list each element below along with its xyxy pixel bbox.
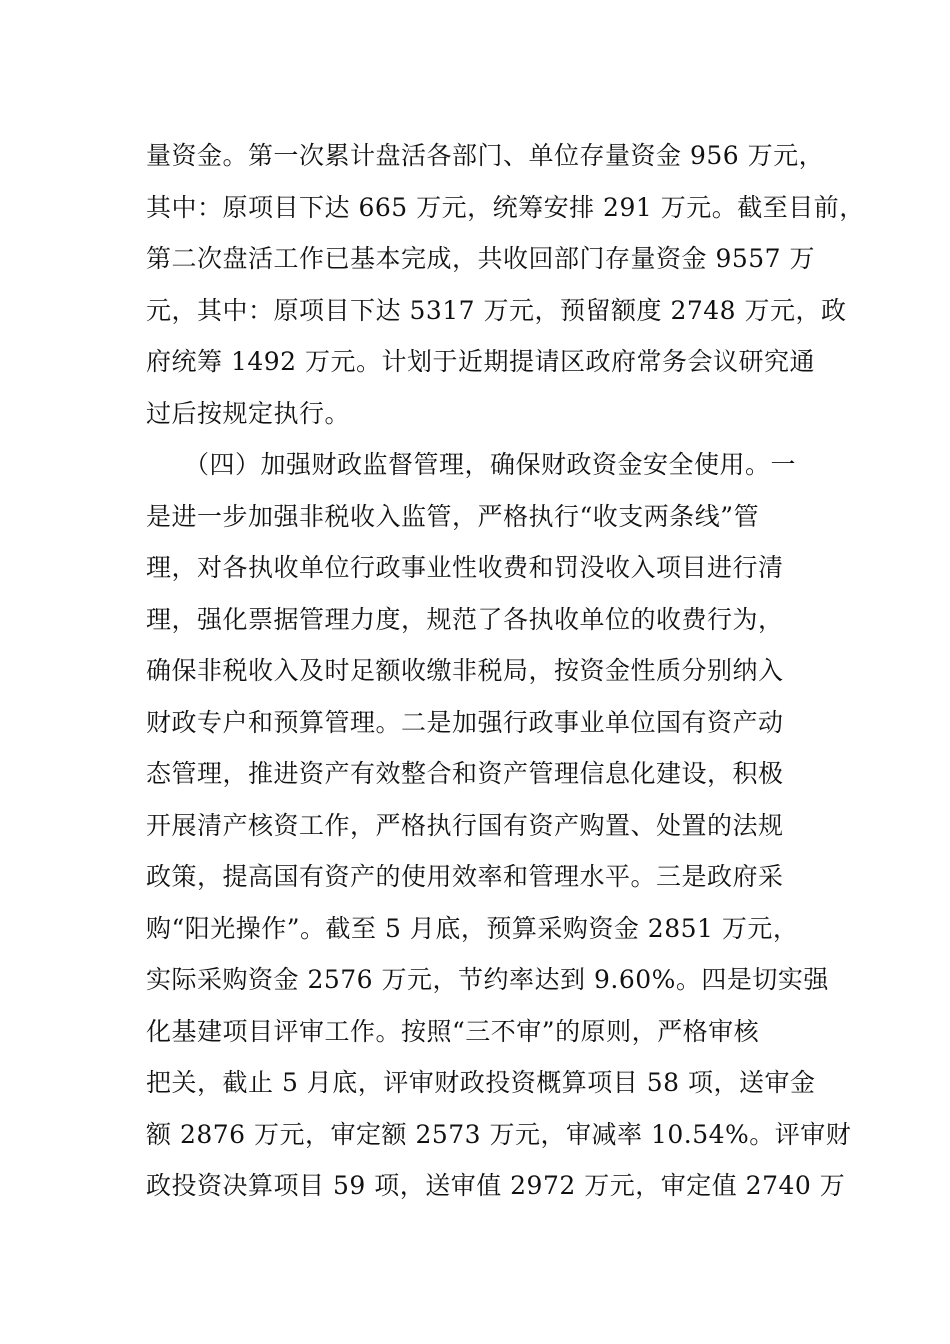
text-line: 购“阳光操作”。截至 5 月底，预算采购资金 2851 万元， xyxy=(146,913,799,943)
text-line: 实际采购资金 2576 万元，节约率达到 9.60%。四是切实强 xyxy=(146,965,829,994)
section-heading-line: （四）加强财政监督管理，确保财政资金安全使用。一 xyxy=(184,450,797,479)
text-line: 其中：原项目下达 665 万元，统筹安排 291 万元。截至目前， xyxy=(146,192,865,222)
text-line: 第二次盘活工作已基本完成，共收回部门存量资金 9557 万 xyxy=(146,244,816,273)
text-line: 是进一步加强非税收入监管，严格执行“收支两条线”管 xyxy=(146,501,760,531)
text-line: 府统筹 1492 万元。计划于近期提请区政府常务会议研究通 xyxy=(146,347,816,376)
text-line: 财政专户和预算管理。二是加强行政事业单位国有资产动 xyxy=(146,707,784,737)
text-line: 过后按规定执行。 xyxy=(146,398,351,428)
text-line: 化基建项目评审工作。按照“三不审”的原则，严格审核 xyxy=(146,1016,760,1046)
text-line: 理，强化票据管理力度，规范了各执收单位的收费行为， xyxy=(146,604,784,634)
text-line: 政投资决算项目 59 项，送审值 2972 万元，审定值 2740 万 xyxy=(146,1171,846,1200)
text-line: 元，其中：原项目下达 5317 万元，预留额度 2748 万元，政 xyxy=(146,295,847,325)
text-line: 额 2876 万元，审定额 2573 万元，审减率 10.54%。评审财 xyxy=(146,1119,852,1149)
text-line: 开展清产核资工作，严格执行国有资产购置、处置的法规 xyxy=(146,810,784,840)
text-line: 确保非税收入及时足额收缴非税局，按资金性质分别纳入 xyxy=(146,656,784,685)
text-line: 政策，提高国有资产的使用效率和管理水平。三是政府采 xyxy=(146,862,784,891)
text-line: 量资金。第一次累计盘活各部门、单位存量资金 956 万元， xyxy=(146,141,825,170)
text-line: 理，对各执收单位行政事业性收费和罚没收入项目进行清 xyxy=(146,553,784,582)
text-line: 态管理，推进资产有效整合和资产管理信息化建设，积极 xyxy=(146,759,784,788)
text-line: 把关，截止 5 月底，评审财政投资概算项目 58 项，送审金 xyxy=(146,1068,816,1097)
body-text xyxy=(146,130,865,1212)
